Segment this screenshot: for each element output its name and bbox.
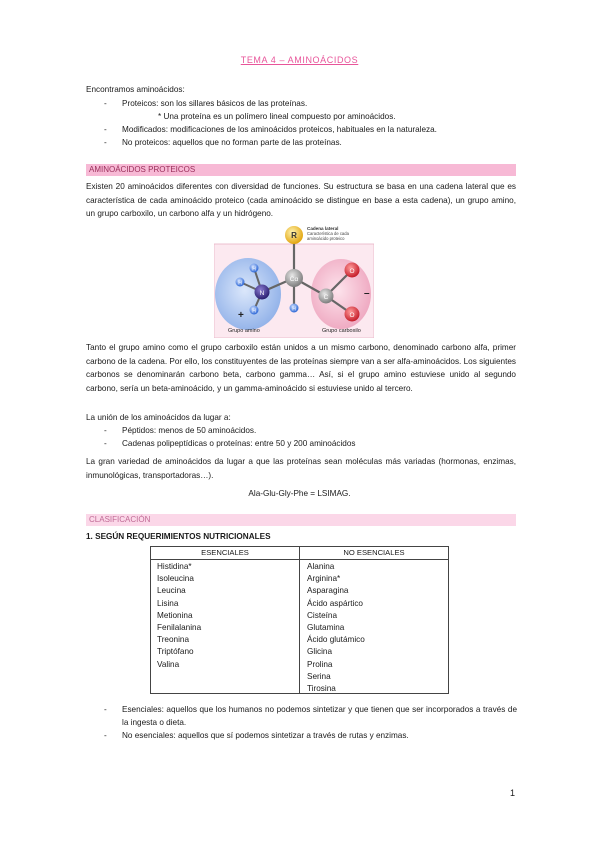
intro-sub-note: * Una proteína es un polímero lineal compuesto por aminoácidos. — [158, 112, 396, 121]
table-cell: Alanina — [307, 562, 335, 571]
table-cell: Lisina — [157, 598, 179, 608]
class-bullet-2: No esenciales: aquellos que sí podemos sintetizar a través de rutas y enzimas. — [122, 731, 409, 740]
amino-acid-table — [150, 546, 449, 694]
table-cell: Treonina — [157, 635, 190, 645]
intro-bullet-3: No proteicos: aquellos que no forman parte de las proteínas. — [122, 138, 342, 147]
intro-bullet-2: Modificados: modificaciones de los aminoácidos proteicos, habituales en la naturaleza. — [122, 125, 437, 134]
subheading-nutritional: 1. SEGÚN REQUERIMIENTOS NUTRICIONALES — [86, 532, 271, 541]
table-divider — [299, 547, 300, 693]
union-bullet-2: Cadenas polipeptídicas o proteínas: entre 50 y 200 aminoácidos — [122, 439, 356, 448]
table-cell: Asparagina — [307, 586, 349, 596]
bullet-marker: - — [104, 138, 107, 147]
union-heading: La unión de los aminoácidos da lugar a: — [86, 413, 231, 422]
table-cell: Histidina* — [157, 562, 192, 571]
table-header-esenciales: ESENCIALES — [151, 547, 299, 560]
table-cell: Ácido aspártico — [307, 598, 363, 608]
table-cell: Cisteína — [307, 610, 338, 620]
paragraph-structure: Existen 20 aminoácidos diferentes con diversidad de funciones. Su estructura se basa en una cadena lateral que es característica de cada aminoácido proteico (cada aminoácido se distingue en base a esta cadena), un grupo amino, un grupo carboxilo, un carbono alfa y un hidrógeno. — [86, 182, 516, 218]
alpha-carbon-label: Cα — [289, 276, 299, 283]
table-header-no-esenciales: NO ESENCIALES — [300, 547, 448, 560]
class-bullet-1: Esenciales: aquellos que los humanos no podemos sintetizar y que tienen que ser incorporados a través de la ingesta o dieta. — [122, 705, 517, 727]
table-cell: Ácido glutámico — [307, 635, 365, 645]
table-cell: Tirosina — [307, 684, 336, 694]
bullet-marker: - — [104, 439, 107, 448]
section-header-clasificacion: CLASIFICACIÓN — [86, 514, 516, 526]
paragraph-variety: La gran variedad de aminoácidos da lugar a que las proteínas sean moléculas más variadas (hormonas, enzimas, inmunológicas, transportadoras…). — [86, 457, 516, 480]
svg-text:O: O — [349, 312, 355, 319]
negative-charge-label: – — [364, 288, 370, 299]
bullet-marker: - — [104, 705, 107, 714]
svg-text:H: H — [252, 308, 256, 315]
no-esenciales-column — [307, 561, 365, 695]
svg-text:H: H — [292, 306, 296, 313]
positive-charge-label: + — [238, 310, 244, 321]
bullet-marker: - — [104, 426, 107, 435]
esenciales-column — [157, 561, 201, 671]
intro-heading: Encontramos aminoácidos: — [86, 85, 185, 94]
paragraph-alpha-carbon: Tanto el grupo amino como el grupo carboxilo están unidos a un mismo carbono, denominado carbono alfa, primer carbono de la cadena. Por ello, los constituyentes de las proteínas siempre van a ser alfa-aminoácidos. Los siguientes carbonos se denominarán carbono beta, carbono gamma… Así, si el grupo amino estuviese unido al segundo carbono, sería un beta-aminoácido, y un gamma-aminoácido si estuviese unido al tercero. — [86, 343, 516, 393]
union-bullet-1: Péptidos: menos de 50 aminoácidos. — [122, 426, 257, 435]
table-cell: Glicina — [307, 647, 333, 657]
svg-text:H: H — [252, 266, 256, 273]
side-chain-desc-2: aminoácido proteico — [307, 236, 345, 241]
table-cell: Arginina* — [307, 574, 341, 584]
table-cell: Isoleucina — [157, 574, 194, 584]
side-chain-desc-1: Característica de cada — [307, 231, 349, 236]
table-cell: Serina — [307, 671, 331, 681]
section-header-proteicos: AMINOÁCIDOS PROTEICOS — [86, 164, 516, 176]
svg-text:O: O — [349, 268, 355, 275]
bullet-marker: - — [104, 99, 107, 108]
formula-line: Ala-Glu-Gly-Phe = LSIMAG. — [248, 489, 351, 498]
svg-text:C: C — [323, 294, 329, 301]
table-cell: Metionina — [157, 610, 193, 620]
carboxyl-group-label: Grupo carboxilo — [322, 328, 361, 334]
amino-group-label: Grupo amino — [228, 328, 260, 334]
bullet-marker: - — [104, 125, 107, 134]
table-cell: Fenilalanina — [157, 623, 202, 633]
amino-acid-structure-figure — [214, 226, 374, 338]
nitrogen-label: N — [259, 290, 265, 297]
table-cell: Glutamina — [307, 623, 345, 633]
table-cell: Leucina — [157, 586, 186, 596]
table-cell: Triptófano — [157, 647, 194, 657]
amino-group-halo — [215, 258, 281, 330]
table-cell: Valina — [157, 659, 180, 669]
svg-text:H: H — [238, 280, 242, 287]
page-number: 1 — [509, 788, 515, 798]
r-label: R — [291, 231, 297, 240]
page-title: TEMA 4 – AMINOÁCIDOS — [240, 55, 359, 65]
side-chain-label: Cadena lateral — [307, 226, 339, 231]
table-cell: Prolina — [307, 659, 333, 669]
bullet-marker: - — [104, 731, 107, 740]
intro-bullet-1: Proteicos: son los sillares básicos de las proteínas. — [122, 99, 308, 108]
